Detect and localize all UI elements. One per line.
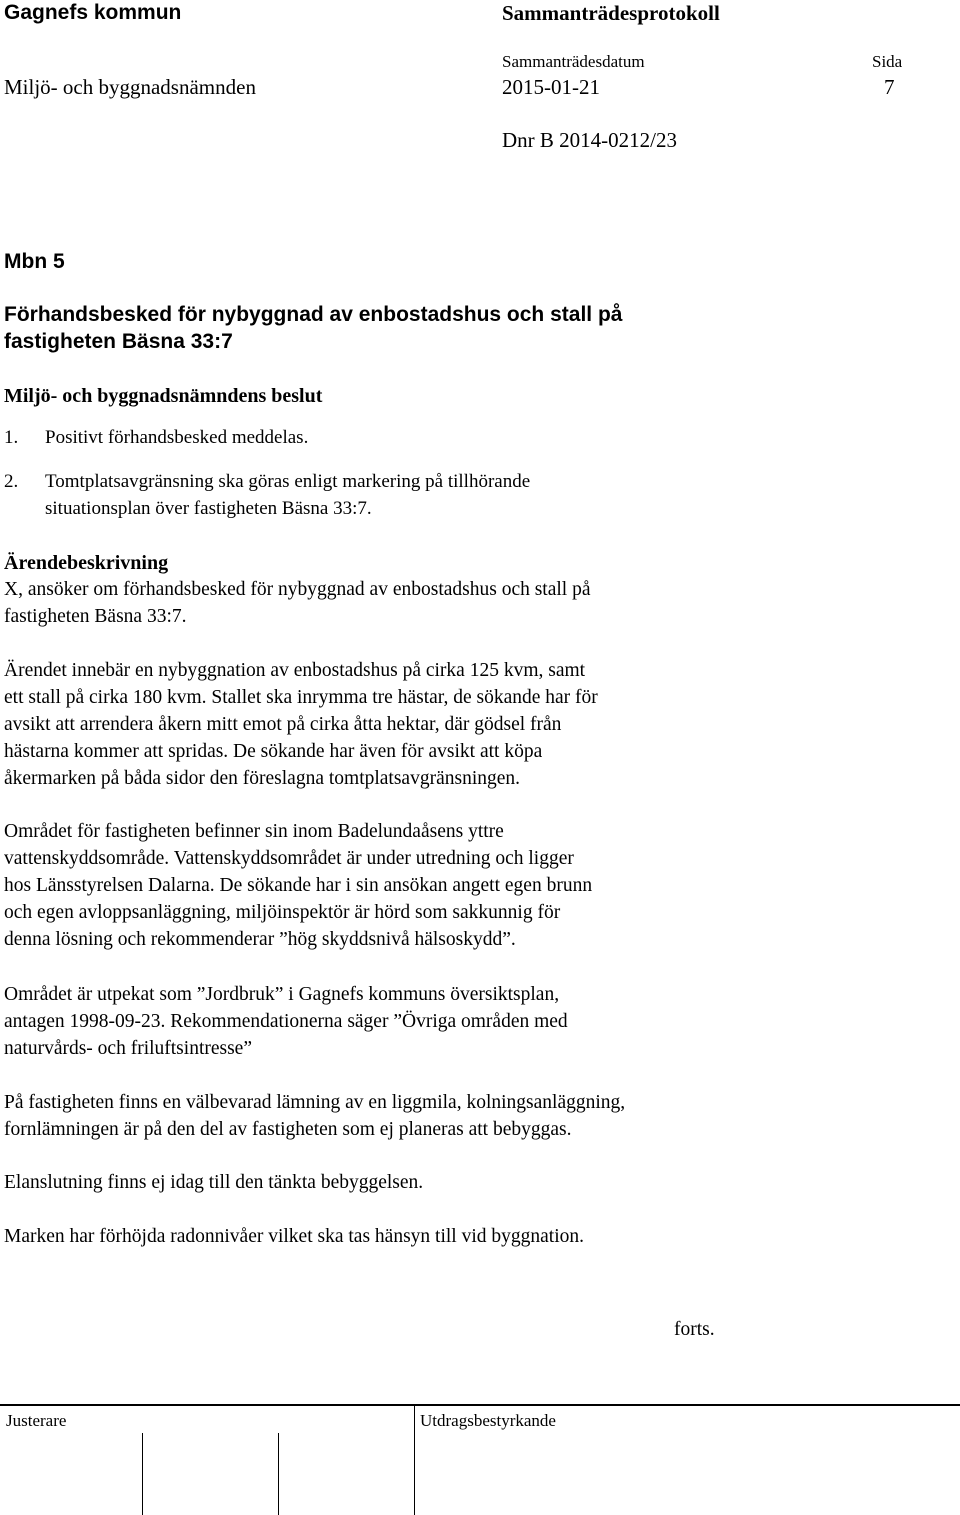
decision-item-text: situationsplan över fastigheten Bäsna 33:7. <box>45 498 372 519</box>
paragraph-line: Området för fastigheten befinner sin inom Badelundaåsens yttre <box>4 821 504 842</box>
footer-divider <box>0 1404 960 1406</box>
paragraph-line: antagen 1998-09-23. Rekommendationerna säger ”Övriga områden med <box>4 1011 568 1032</box>
signature-box-divider <box>142 1433 143 1515</box>
signature-box-divider <box>278 1433 279 1515</box>
decision-item-number: 2. <box>4 471 19 492</box>
paragraph-line: fastigheten Bäsna 33:7. <box>4 606 187 627</box>
doc-type: Sammanträdesprotokoll <box>502 1 720 25</box>
paragraph-line: avsikt att arrendera åkern mitt emot på cirka åtta hektar, där gödsel från <box>4 714 562 735</box>
paragraph-line: och egen avloppsanläggning, miljöinspektör är hörd som sakkunnig för <box>4 902 561 923</box>
paragraph-line: hos Länsstyrelsen Dalarna. De sökande har i sin ansökan angett egen brunn <box>4 875 593 896</box>
section-title-line1: Förhandsbesked för nybyggnad av enbostadshus och stall på <box>4 303 623 326</box>
decision-item-text: Positivt förhandsbesked meddelas. <box>45 427 309 448</box>
justerare-label: Justerare <box>6 1411 67 1430</box>
case-number: Dnr B 2014-0212/23 <box>502 128 677 152</box>
paragraph-line: X, ansöker om förhandsbesked för nybyggnad av enbostadshus och stall på <box>4 579 591 600</box>
continued-note: forts. <box>674 1319 715 1340</box>
paragraph-line: På fastigheten finns en välbevarad lämning av en liggmila, kolningsanläggning, <box>4 1092 626 1113</box>
paragraph-line: Marken har förhöjda radonnivåer vilket ska tas hänsyn till vid byggnation. <box>4 1226 584 1247</box>
paragraph-line: Området är utpekat som ”Jordbruk” i Gagnefs kommuns översiktsplan, <box>4 984 560 1005</box>
paragraph-line: hästarna kommer att spridas. De sökande har även för avsikt att köpa <box>4 741 543 762</box>
date-label: Sammanträdesdatum <box>502 52 645 71</box>
signature-box-divider <box>414 1406 415 1515</box>
org-name: Gagnefs kommun <box>4 1 182 24</box>
paragraph-line: naturvårds- och friluftsintresse” <box>4 1038 252 1059</box>
decision-item-number: 1. <box>4 427 19 448</box>
board-name: Miljö- och byggnadsnämnden <box>4 75 256 99</box>
page-number: 7 <box>884 75 895 99</box>
section-title-line2: fastigheten Bäsna 33:7 <box>4 330 233 353</box>
paragraph-line: åkermarken på båda sidor den föreslagna tomtplatsavgränsningen. <box>4 768 521 789</box>
description-heading: Ärendebeskrivning <box>4 552 169 574</box>
paragraph-line: Elanslutning finns ej idag till den tänkta bebyggelsen. <box>4 1172 424 1193</box>
meeting-date: 2015-01-21 <box>502 75 600 99</box>
page-label: Sida <box>872 52 903 71</box>
utdrag-label: Utdragsbestyrkande <box>420 1411 556 1430</box>
paragraph-line: denna lösning och rekommenderar ”hög skyddsnivå hälsoskydd”. <box>4 929 516 950</box>
section-number: Mbn 5 <box>4 250 65 273</box>
paragraph-line: vattenskyddsområde. Vattenskyddsområdet är under utredning och ligger <box>4 848 574 869</box>
decision-item-text: Tomtplatsavgränsning ska göras enligt markering på tillhörande <box>45 471 531 492</box>
paragraph-line: fornlämningen är på den del av fastigheten som ej planeras att bebyggas. <box>4 1119 572 1140</box>
paragraph-line: ett stall på cirka 180 kvm. Stallet ska inrymma tre hästar, de sökande har för <box>4 687 598 708</box>
decision-heading: Miljö- och byggnadsnämndens beslut <box>4 385 323 407</box>
paragraph-line: Ärendet innebär en nybyggnation av enbostadshus på cirka 125 kvm, samt <box>4 660 586 681</box>
